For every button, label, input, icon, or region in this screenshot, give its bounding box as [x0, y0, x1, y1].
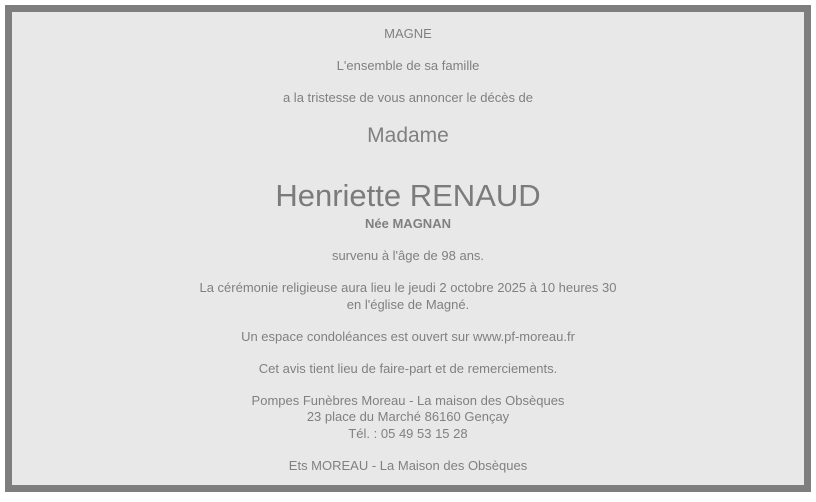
- ceremony-line-1: La cérémonie religieuse aura lieu le jeudi 2 octobre 2025 à 10 heures 30: [199, 279, 617, 295]
- ceremony-line-2: en l'église de Magné.: [346, 296, 470, 312]
- ceremony-info: [12, 280, 804, 314]
- commune-name: MAGNE: [384, 26, 432, 41]
- condolences-line: Un espace condoléances est ouvert sur www.pf-moreau.fr: [241, 328, 575, 344]
- funeral-home-block: [12, 393, 804, 444]
- death-notice-card: [5, 5, 811, 492]
- maiden-name: Née MAGNAN: [365, 216, 451, 232]
- announce-line: a la tristesse de vous annoncer le décès de: [282, 89, 534, 105]
- deceased-name: Henriette RENAUD: [275, 177, 541, 213]
- family-line: L'ensemble de sa famille: [336, 57, 480, 73]
- funeral-home-address: 23 place du Marché 86160 Gençay: [306, 409, 510, 425]
- funeral-home-phone: Tél. : 05 49 53 15 28: [348, 426, 468, 442]
- signature-line: Ets MOREAU - La Maison des Obsèques: [288, 458, 528, 474]
- funeral-home-name: Pompes Funèbres Moreau - La maison des Obsèques: [251, 392, 565, 408]
- age-line: survenu à l'âge de 98 ans.: [331, 248, 485, 264]
- honorific: Madame: [367, 123, 449, 147]
- notice-line: Cet avis tient lieu de faire-part et de remerciements.: [258, 360, 558, 376]
